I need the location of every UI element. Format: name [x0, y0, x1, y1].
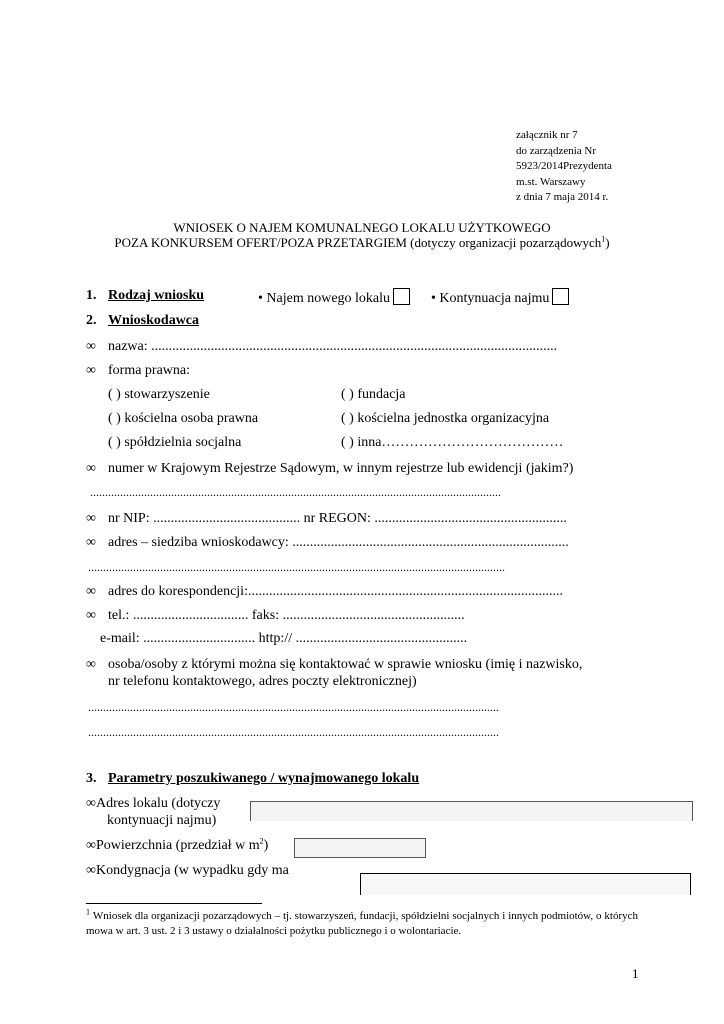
section-title: Rodzaj wniosku [108, 288, 205, 303]
contact-person-label-cont: nr telefonu kontaktowego, adres poczty elektronicznej) [108, 674, 417, 689]
bullet-icon: ∞ [86, 608, 96, 623]
phone-fax-field[interactable]: tel.: ................................. faks: .................................................... [108, 608, 465, 623]
email-www-field[interactable]: e-mail: ................................ http:// ................................................. [100, 631, 468, 646]
bullet-icon: ∞ [86, 461, 96, 476]
seat-address-field[interactable]: adres – siedziba wnioskodawcy: ............................................................................... [108, 535, 569, 550]
nip-regon-field[interactable]: nr NIP: .......................................... nr REGON: ....................................................... [108, 511, 567, 526]
registry-number-field[interactable]: ......................................................................................................................................... [90, 485, 501, 499]
premises-address-input[interactable] [250, 801, 693, 821]
option-association[interactable]: ( ) stowarzyszenie [108, 387, 210, 402]
annex-line: do zarządzenia Nr [516, 144, 597, 157]
continue-lease-checkbox[interactable] [552, 288, 569, 305]
area-input[interactable] [294, 838, 426, 858]
option-social-cooperative[interactable]: ( ) spółdzielnia socjalna [108, 435, 242, 450]
document-subtitle: POZA KONKURSEM OFERT/POZA PRZETARGIEM (dotyczy organizacji pozarządowych$^1$) [114, 234, 610, 250]
bullet-icon: ∞ [86, 535, 96, 550]
premises-address-label-cont: kontynuacji najmu) [107, 813, 217, 828]
option-foundation[interactable]: ( ) fundacja [341, 387, 406, 402]
annex-line: m.st. Warszawy [516, 175, 586, 188]
option-church-legal-person[interactable]: ( ) kościelna osoba prawna [108, 411, 259, 426]
contact-person-label: osoba/osoby z którymi można się kontaktować w sprawie wniosku (imię i nazwisko, [108, 657, 583, 672]
page-number: 1 [632, 966, 639, 981]
premises-address-label: ∞Adres lokalu (dotyczy [86, 796, 221, 811]
option-other[interactable]: ( ) inna………………………………… [341, 435, 564, 450]
footnote-ref: 1 [601, 234, 606, 244]
footnote-divider [86, 903, 262, 904]
bullet-icon: ∞ [86, 339, 96, 354]
floor-input[interactable] [360, 873, 691, 895]
legal-form-label: forma prawna: [108, 363, 191, 378]
bullet-icon: ∞ [86, 511, 96, 526]
section-number: 1. [86, 288, 97, 303]
bullet-icon: ∞ [86, 657, 96, 672]
footnote: $^1$ Wniosek dla organizacji pozarządowych – tj. stowarzyszeń, fundacji, spółdzielni socjalnych i innych podmiotów, o których mowa w art. 3 ust. 2 i 3 ustawy o działalności pożytku publicznego i o wolontariacie. [86, 907, 638, 937]
annex-line: z dnia 7 maja 2014 r. [516, 191, 609, 203]
correspondence-address-field[interactable]: adres do korespondencji:.......................................................................................... [108, 584, 563, 599]
option-church-unit[interactable]: ( ) kościelna jednostka organizacyjna [341, 411, 550, 426]
option-new-lease: • Najem nowego lokalu [258, 288, 410, 307]
bullet-icon: ∞ [86, 363, 96, 378]
document-title: WNIOSEK O NAJEM KOMUNALNEGO LOKALU UŻYTKOWEGO [173, 220, 551, 235]
section-number: 2. [86, 313, 97, 328]
annex-line: 5923/2014Prezydenta [516, 160, 612, 172]
annex-line: załącznik nr 7 [516, 129, 578, 141]
section-title: Parametry poszukiwanego / wynajmowanego lokalu [108, 771, 420, 786]
contact-person-field[interactable]: ......................................................................................................................................... [88, 700, 499, 714]
footnote-mark: 1 [86, 907, 90, 917]
contact-person-field[interactable]: ......................................................................................................................................... [88, 725, 499, 739]
area-label: ∞Powierzchnia (przedział w $m^2$) [86, 836, 269, 853]
section-title: Wnioskodawca [108, 313, 200, 328]
annex-note [516, 128, 612, 206]
seat-address-continuation[interactable]: ........................................................................................................................................... [88, 560, 505, 574]
registry-number-label: numer w Krajowym Rejestrze Sądowym, w innym rejestrze lub ewidencji (jakim?) [108, 461, 574, 476]
new-lease-checkbox[interactable] [393, 288, 410, 305]
bullet-icon: ∞ [86, 584, 96, 599]
name-field[interactable]: nazwa: .................................................................................................................... [108, 339, 558, 354]
floor-label: ∞Kondygnacja (w wypadku gdy ma [86, 863, 289, 878]
option-continue-lease: • Kontynuacja najmu [431, 288, 569, 307]
section-number: 3. [86, 771, 97, 786]
